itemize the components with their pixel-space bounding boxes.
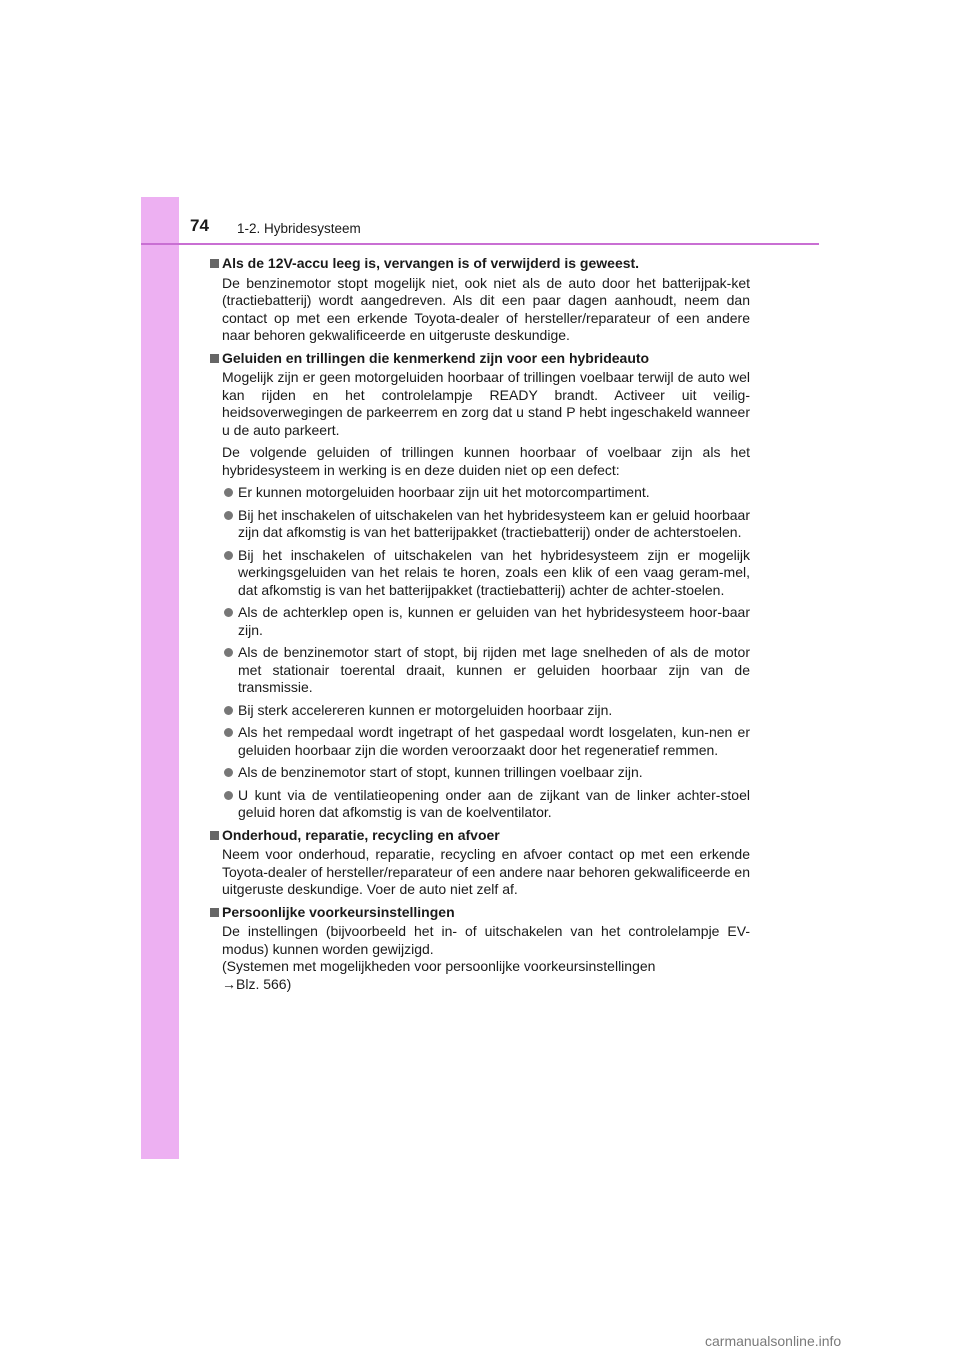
circle-bullet-icon [224,706,233,715]
square-bullet-icon [210,354,219,363]
circle-bullet-icon [224,511,233,520]
square-bullet-icon [210,908,219,917]
section-heading: Onderhoud, reparatie, recycling en afvoer [210,827,750,845]
footer-watermark: carmanualsonline.info [705,1333,842,1349]
page-reference-link[interactable]: →Blz. 566) [222,975,292,992]
circle-bullet-icon [224,608,233,617]
list-item: Als de benzinemotor start of stopt, kunnen trillingen voelbaar zijn. [210,764,750,782]
header-rule [141,243,819,245]
list-item: Bij het inschakelen of uitschakelen van het hybridesysteem kan er geluid hoorbaar zijn dat afkomstig is van het batterijpakket (tractiebatterij) onder de achterstoelen. [210,507,750,542]
paragraph: De benzinemotor stopt mogelijk niet, ook niet als de auto door het batterijpak-ket (tractiebatterij) wordt aangedreven. Als dit een paar dagen aanhoudt, neem dan contact op met een erkende Toyota-dealer of hersteller/reparateur of een andere naar behoren gekwalificeerde en uitgeruste deskundige. [222,274,750,343]
circle-bullet-icon [224,551,233,560]
section-heading: Als de 12V-accu leeg is, vervangen is of verwijderd is geweest. [210,255,750,273]
section-sounds-vibrations [210,350,750,822]
circle-bullet-icon [224,488,233,497]
list-item: U kunt via de ventilatieopening onder aan de zijkant van de linker achter-stoel geluid horen dat afkomstig is van de koelventilator. [210,787,750,822]
list-item: Bij sterk accelereren kunnen er motorgeluiden hoorbaar zijn. [210,702,750,720]
page-number: 74 [190,216,209,235]
section-maintenance [210,827,750,899]
section-heading: Geluiden en trillingen die kenmerkend zijn voor een hybrideauto [210,350,750,368]
page-content [210,255,750,998]
section-personal-settings [210,904,750,994]
paragraph: De instellingen (bijvoorbeeld het in- of uitschakelen van het controlelampje EV-modus) kunnen worden gewijzigd. [222,923,750,957]
circle-bullet-icon [224,768,233,777]
list-item: Als de benzinemotor start of stopt, bij rijden met lage snelheden of als de motor met stationair toerental draait, kunnen er geluiden hoorbaar zijn van de transmissie. [210,644,750,697]
sidebar-tab [141,197,179,1159]
list-item: Als het rempedaal wordt ingetrapt of het gaspedaal wordt losgelaten, kun-nen er geluiden hoorbaar zijn die worden veroorzaakt door het regeneratief remmen. [210,724,750,759]
section-title: 1-2. Hybridesysteem [237,221,361,236]
list-item: Als de achterklep open is, kunnen er geluiden van het hybridesysteem hoor-baar zijn. [210,604,750,639]
settings-note: (Systemen met mogelijkheden voor persoonlijke voorkeursinstellingen [222,958,656,974]
circle-bullet-icon [224,728,233,737]
list-item: Bij het inschakelen of uitschakelen van het hybridesysteem zijn er mogelijk werkingsgeluiden van het relais te horen, zoals een klik of een vaag geram-mel, dat afkomstig is van het batterijpakket (tractiebatterij) achter de achter-stoelen. [210,547,750,600]
list-item: Er kunnen motorgeluiden hoorbaar zijn uit het motorcompartiment. [210,484,750,502]
circle-bullet-icon [224,791,233,800]
paragraph: De volgende geluiden of trillingen kunnen hoorbaar of voelbaar zijn als het hybridesysteem in werking is en deze duiden niet op een defect: [222,444,750,478]
section-12v-battery [210,255,750,345]
section-heading: Persoonlijke voorkeursinstellingen [210,904,750,922]
square-bullet-icon [210,831,219,840]
paragraph: Mogelijk zijn er geen motorgeluiden hoorbaar of trillingen voelbaar terwijl de auto wel kan rijden en het controlelampje READY brandt. Activeer uit veilig-heidsoverwegingen de parkeerrem en zorg dat u stand P hebt ingeschakeld wanneer u de auto parkeert. [222,369,750,438]
paragraph: Neem voor onderhoud, reparatie, recycling en afvoer contact op met een erkende Toyota-dealer of hersteller/reparateur of een andere naar behoren gekwalificeerde en uitgeruste deskundige. Voer de auto niet zelf af. [222,846,750,897]
square-bullet-icon [210,259,219,268]
circle-bullet-icon [224,648,233,657]
